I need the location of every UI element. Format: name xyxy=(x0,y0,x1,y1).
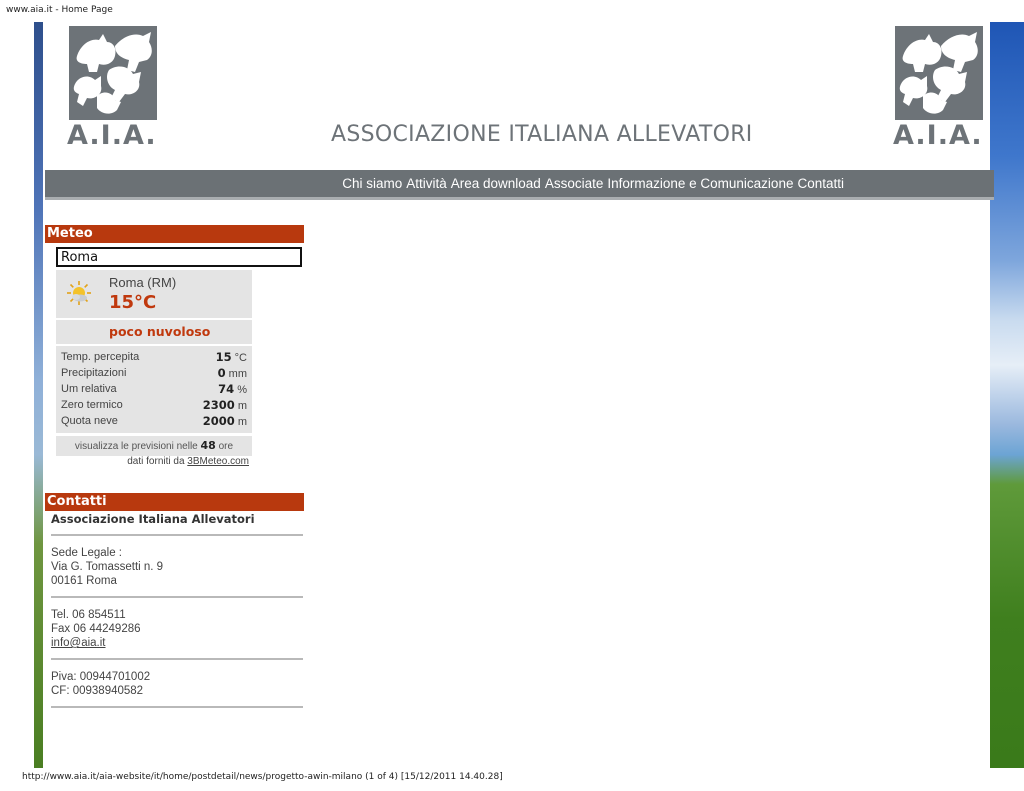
phone-block xyxy=(51,598,303,658)
nav-item-associate[interactable]: Associate xyxy=(544,176,604,191)
contacts-section xyxy=(51,512,303,708)
detail-label: Temp. percepita xyxy=(61,351,140,363)
site-title: ASSOCIAZIONE ITALIANA ALLEVATORI xyxy=(331,122,753,147)
main-navbar xyxy=(45,170,994,200)
forecast-prefix: visualizza le previsioni nelle xyxy=(74,441,198,452)
page-container xyxy=(43,22,990,768)
logo-text: A.I.A. xyxy=(67,120,157,151)
nav-item-attivita[interactable]: Attività xyxy=(406,176,447,191)
detail-value: 0 xyxy=(217,366,226,380)
tel: Tel. 06 854511 xyxy=(51,609,126,621)
meteo-current xyxy=(56,270,252,318)
detail-label: Quota neve xyxy=(61,415,118,427)
forecast-link[interactable] xyxy=(56,436,252,456)
aia-logo-right[interactable] xyxy=(893,26,985,152)
provider-prefix: dati forniti da xyxy=(127,456,185,467)
sede-label: Sede Legale : xyxy=(51,547,122,559)
email-link[interactable]: info@aia.it xyxy=(51,637,106,649)
animals-emblem-icon xyxy=(895,26,983,120)
contacts-header: Contatti xyxy=(45,493,304,511)
detail-unit: mm xyxy=(228,368,247,380)
print-header: www.aia.it - Home Page xyxy=(6,5,113,15)
meteo-temperature: 15°C xyxy=(109,292,157,313)
background-left-strip xyxy=(34,22,43,768)
detail-value: 74 xyxy=(218,382,235,396)
nav-item-area-download[interactable]: Area download xyxy=(450,176,541,191)
nav-item-informazione[interactable]: Informazione e Comunicazione xyxy=(607,176,794,191)
meteo-provider xyxy=(56,456,249,467)
forecast-suffix: ore xyxy=(218,441,234,452)
detail-row xyxy=(61,413,247,429)
detail-unit: m xyxy=(237,400,247,412)
detail-unit: % xyxy=(237,384,247,396)
detail-row xyxy=(61,381,247,397)
cf: CF: 00938940582 xyxy=(51,685,144,697)
org-name: Associazione Italiana Allevatori xyxy=(51,512,255,526)
detail-value: 2000 xyxy=(202,414,235,428)
piva: Piva: 00944701002 xyxy=(51,671,151,683)
fax: Fax 06 44249286 xyxy=(51,623,141,635)
detail-unit: °C xyxy=(234,352,247,364)
aia-logo-left[interactable] xyxy=(67,26,159,152)
meteo-header: Meteo xyxy=(45,225,304,243)
animals-emblem-icon xyxy=(69,26,157,120)
meteo-condition: poco nuvoloso xyxy=(109,324,211,339)
forecast-hours: 48 xyxy=(200,439,216,452)
sun-cloud-icon xyxy=(66,280,92,306)
city-search-input[interactable] xyxy=(56,247,302,267)
detail-label: Precipitazioni xyxy=(61,367,127,379)
detail-row xyxy=(61,397,247,413)
meteo-city: Roma (RM) xyxy=(109,275,177,290)
detail-unit: m xyxy=(237,416,247,428)
detail-row xyxy=(61,365,247,381)
divider xyxy=(51,706,303,708)
meteo-details xyxy=(56,346,252,433)
address-line1: Via G. Tomassetti n. 9 xyxy=(51,561,164,573)
print-footer: http://www.aia.it/aia-website/it/home/postdetail/news/progetto-awin-milano (1 of 4) [15/12/2011 14.40.28] xyxy=(22,772,503,782)
nav-item-contatti[interactable]: Contatti xyxy=(797,176,844,191)
provider-link[interactable]: 3BMeteo.com xyxy=(187,456,249,467)
background-right-strip xyxy=(990,22,1024,768)
address-block xyxy=(51,536,303,596)
detail-label: Um relativa xyxy=(61,383,117,395)
nav-menu xyxy=(342,176,844,191)
meteo-widget xyxy=(56,270,252,456)
detail-value: 2300 xyxy=(202,398,235,412)
detail-label: Zero termico xyxy=(61,399,123,411)
nav-item-chi-siamo[interactable]: Chi siamo xyxy=(342,176,403,191)
logo-text: A.I.A. xyxy=(893,120,983,151)
fiscal-block xyxy=(51,660,303,706)
detail-row xyxy=(61,349,247,365)
address-line2: 00161 Roma xyxy=(51,575,117,587)
meteo-condition-row xyxy=(56,320,252,344)
detail-value: 15 xyxy=(215,350,232,364)
